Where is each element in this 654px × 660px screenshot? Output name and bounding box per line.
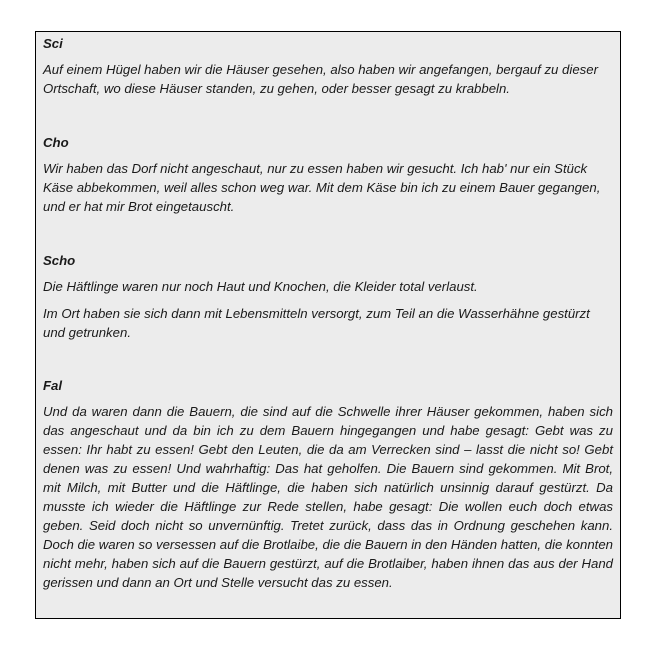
testimony-paragraph: Auf einem Hügel haben wir die Häuser gesehen, also haben wir angefangen, bergauf zu dieser Ortschaft, wo diese Häuser standen, zu gehen, oder besser gesagt zu krabbeln. xyxy=(43,62,598,96)
speaker-name: Sci xyxy=(43,36,63,51)
testimony-paragraph: Wir haben das Dorf nicht angeschaut, nur zu essen haben wir gesucht. Ich hab' nur ein Stück Käse abbekommen, weil alles schon weg war. Mit dem Käse bin ich zu einem Bauer gegangen, und er hat mir Brot eingetauscht. xyxy=(43,161,601,214)
section-fal xyxy=(43,376,613,592)
testimony-box xyxy=(35,31,621,619)
testimony-paragraph: Und da waren dann die Bauern, die sind auf die Schwelle ihrer Häuser gekommen, haben sich das angeschaut und da bin ich zu dem Bauern hingegangen und habe gesagt: Gebt was zu essen: Ihr habt zu essen! Gebt den Leuten, die da am Verrecken sind – lasst die nicht so! Gebt denen was zu essen! Und wahrhaftig: Das hat geholfen. Die Bauern sind gekommen. Mit Brot, mit Milch, mit Butter und die Häftlinge, die haben sich natürlich unsinnig darauf gestürzt. Da musste ich wieder die Häftlinge zur Rede stellen, habe gesagt: Die wollen euch doch etwas geben. Seid doch nicht so unvernünftig. Tretet zurück, dass das in Ordnung geschehen kann. Doch die waren so versessen auf die Brotlaibe, die die Bauern in den Händen hatten, die konnten nicht mehr, haben sich auf die Bauern gestürzt, auf die Brotlaiber, haben ihnen das aus der Hand gerissen und dann an Ort und Stelle versucht das zu essen. xyxy=(43,404,613,590)
section-cho xyxy=(43,133,613,216)
speaker-name: Scho xyxy=(43,253,76,268)
speaker-name: Fal xyxy=(43,378,63,393)
speaker-name: Cho xyxy=(43,135,69,150)
section-sci xyxy=(43,34,613,98)
section-spacer xyxy=(43,106,613,133)
section-spacer xyxy=(43,350,613,376)
section-spacer xyxy=(43,224,613,251)
section-scho xyxy=(43,251,613,342)
testimony-paragraph: Die Häftlinge waren nur noch Haut und Knochen, die Kleider total verlaust. xyxy=(43,279,478,294)
testimony-paragraph: Im Ort haben sie sich dann mit Lebensmitteln versorgt, zum Teil an die Wasserhähne gestürzt und getrunken. xyxy=(43,306,590,340)
